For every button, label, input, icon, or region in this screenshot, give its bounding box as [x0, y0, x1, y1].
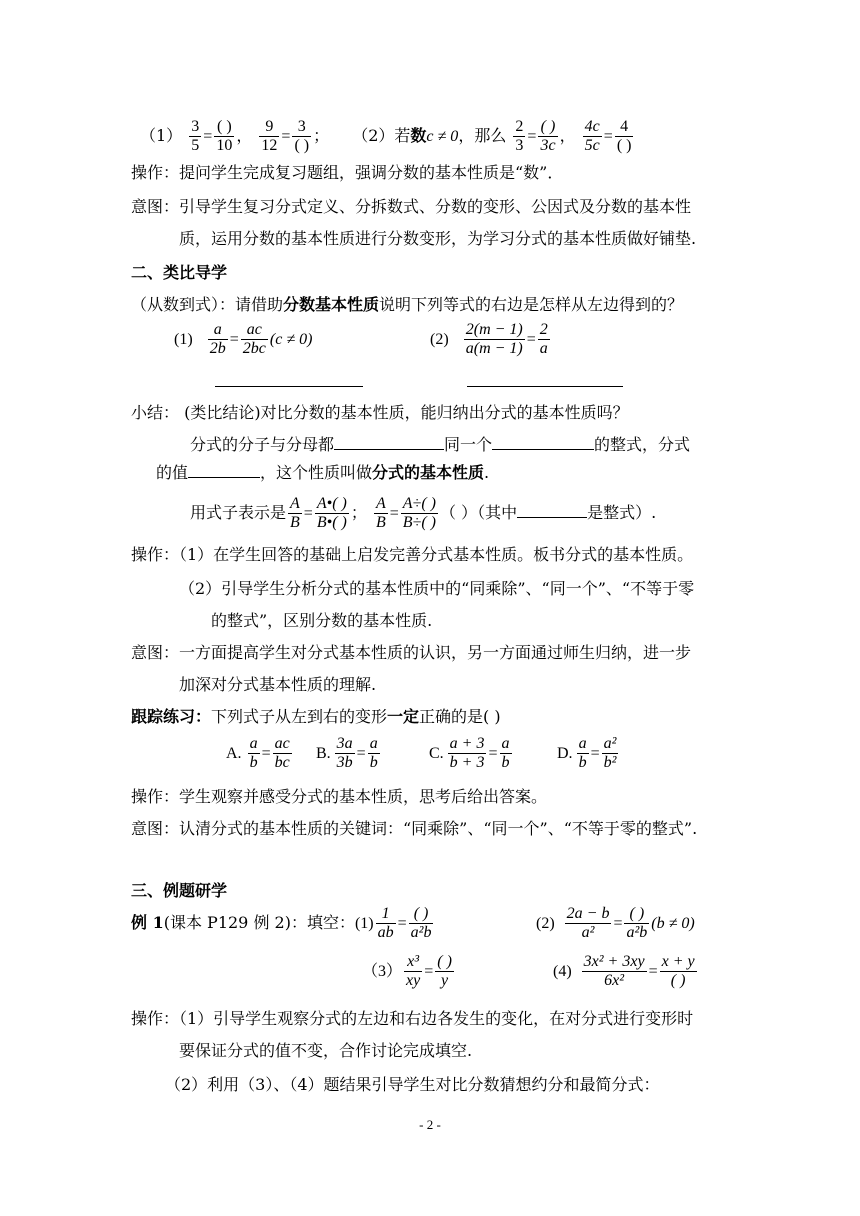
section-3-title: 三、例题研学 — [131, 881, 228, 900]
operation-4-line2: 要保证分式的值不变，合作讨论完成填空. — [179, 1041, 473, 1060]
example-part-2: (2) $\frac{2a - b}{\text{a²}}$ = $\frac{( )}{\text{a²b}}$ (b ≠ 0) — [536, 905, 695, 941]
operation-1: 操作：提问学生完成复习题组，强调分数的基本性质是“数”． — [131, 163, 564, 182]
answer-blank-2 — [467, 386, 623, 387]
q2-condition: c ≠ 0 — [426, 128, 459, 145]
section-2-title: 二、类比导学 — [131, 263, 228, 282]
answer-blank-1 — [215, 386, 363, 387]
option-a: A. $\frac{a}{b}$ = $\frac{ac}{bc}$ — [226, 735, 290, 771]
section-2-lead: （从数到式）：请借助分数基本性质说明下列等式的右边是怎样从左边得到的？ — [131, 295, 684, 314]
intent-1-line1: 意图：引导学生复习分式定义、分拆数式、分数的变形、公因式及分数的基本性 — [131, 197, 692, 216]
summary-line1: 小结： (类比结论)对比分数的基本性质，能归纳出分式的基本性质吗？ — [131, 403, 629, 422]
operation-2-line3: 的整式”，区别分数的基本性质. — [211, 611, 433, 630]
example-row-1: 例 1(课本 P129 例 2)：填空：(1) $\frac{1}{ab}$ = $\frac{( )}{\text{a²b}}$ — [131, 905, 432, 941]
fraction: $\frac{3}{( )}$ — [294, 118, 310, 154]
q1-label: （1） — [140, 126, 183, 145]
summary-line3: 的值 ，这个性质叫做分式的基本性质. — [156, 463, 490, 482]
fraction: $\frac{A}{B}$ — [375, 495, 386, 531]
example-part-4: (4) $\frac{\text{3x² + 3xy}}{\text{6x²}}$ = $\frac{x + y}{( )}$ — [553, 953, 695, 989]
fraction: $\frac{( )}{3c}$ — [540, 118, 556, 154]
operation-4-line3: （2）利用（3）、（4）题结果引导学生对比分数猜想约分和最简分式： — [165, 1075, 660, 1094]
fraction: $\frac{ac}{2bc}$ — [242, 321, 266, 357]
fraction: $\frac{a}{2b}$ — [209, 321, 226, 357]
page-number: - 2 - — [419, 1117, 441, 1132]
operation-4-line1: 操作：（1）引导学生观察分式的左边和右边各发生的变化，在对分式进行变形时 — [131, 1009, 694, 1028]
example-1: (1) $\frac{a}{2b}$ = $\frac{ac}{2bc}$ (c ≠ 0) — [174, 321, 313, 357]
example-2: (2) $\frac{2(m - 1)}{a(m - 1)}$ = $\frac{2}{a}$ — [430, 321, 548, 357]
fraction: $\frac{2(m - 1)}{a(m - 1)}$ — [465, 321, 523, 357]
option-b: B. $\frac{3a}{3b}$ = $\frac{a}{b}$ — [316, 735, 378, 771]
fraction: $\frac{2}{3}$ — [515, 118, 524, 154]
summary-line2: 分式的分子与分母都 同一个 的整式，分式 — [190, 435, 691, 454]
example-part-3: （3） $\frac{\text{x³}}{xy}$ = $\frac{( )}{y}$ — [362, 953, 452, 989]
practice-question: 跟踪练习：下列式子从左到右的变形一定正确的是( ) — [131, 707, 501, 726]
fraction: $\frac{3}{5}$ — [191, 118, 200, 154]
q2-label: （2）若 — [352, 126, 411, 145]
operation-2-line1: 操作：（1）在学生回答的基础上启发完善分式基本性质。板书分式的基本性质。 — [131, 545, 694, 564]
fraction: $\frac{A\div( )}{B\div( )}$ — [402, 495, 436, 531]
operation-2-line2: （2）引导学生分析分式的基本性质中的“同乘除”、“同一个”、“不等于零 — [179, 579, 695, 598]
intent-2-line2: 加深对分式基本性质的理解. — [179, 675, 377, 694]
fraction: $\frac{2}{a}$ — [539, 321, 548, 357]
fraction: $\frac{A}{B}$ — [290, 495, 300, 531]
review-line: （1） $\frac{3}{5}$ = $\frac{( )}{10}$ ， $\frac{9}{12}$ = $\frac{3}{( )}$ ； （2）若数c ≠ 0，那么 $\frac{2}{3}$ = $\frac{( )}{3c}$ ， $\frac{4c}{5c}$ = $\frac{4}{( )}$ — [140, 118, 632, 154]
intent-1-line2: 质，运用分数的基本性质进行分数变形，为学习分式的基本性质做好铺垫. — [179, 229, 697, 248]
intent-3: 意图：认清分式的基本性质的关键词：“同乘除”、“同一个”、“不等于零的整式”. — [131, 819, 698, 838]
option-d: D. $\frac{a}{b}$ = $\frac{\text{a²}}{\text{b²}}$ — [557, 735, 617, 771]
fraction: $\frac{9}{12}$ — [261, 118, 278, 154]
operation-3: 操作：学生观察并感受分式的基本性质，思考后给出答案。 — [131, 787, 548, 806]
fraction: $\frac{4}{( )}$ — [616, 118, 632, 154]
fraction: $\frac{A•( )}{B•( )}$ — [316, 495, 347, 531]
intent-2-line1: 意图：一方面提高学生对分式基本性质的认识，另一方面通过师生归纳，进一步 — [131, 643, 692, 662]
summary-formula: 用式子表示是 $\frac{A}{B}$ = $\frac{A•( )}{B•( )}$ ； $\frac{A}{B}$ = $\frac{A\div( )}{B\div( )}$ （ ）（其中 是整式）. — [190, 495, 657, 531]
fraction: $\frac{( )}{10}$ — [216, 118, 233, 154]
option-c: C. $\frac{a + 3}{b + 3}$ = $\frac{a}{b}$ — [429, 735, 510, 771]
fraction: $\frac{4c}{5c}$ — [584, 118, 600, 154]
